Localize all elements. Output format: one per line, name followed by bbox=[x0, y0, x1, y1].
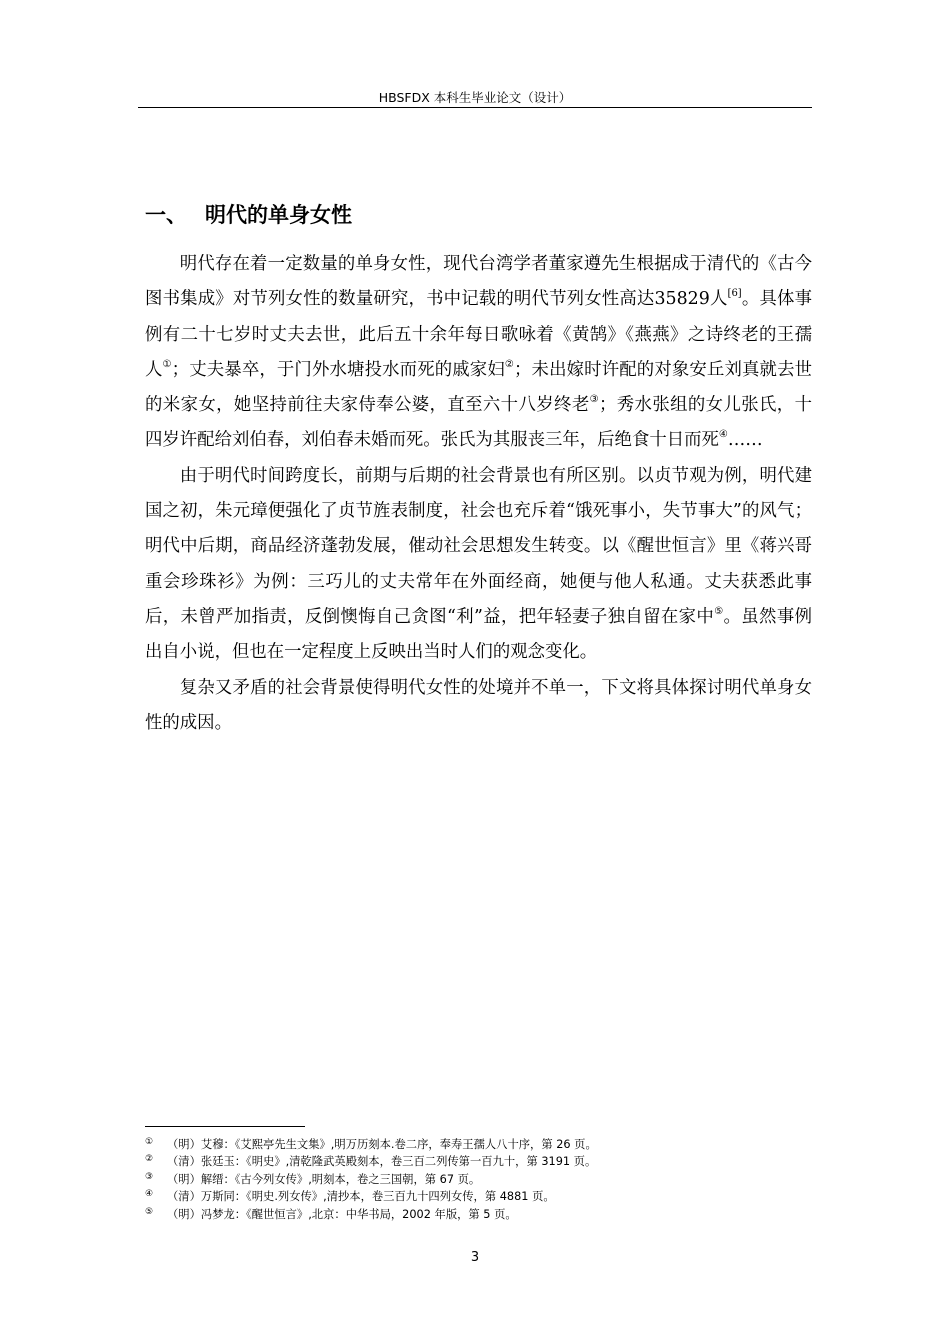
paragraph-text: ；未出嫁时许配的对象安丘刘真就去世的米家女，她坚持前往夫家侍奉公婆，直至六十八岁终老 bbox=[145, 359, 813, 416]
paragraph-text: 。具体事例有二十七岁时丈夫去世，此后五十余年每日歌咏着《黄鹄》《燕燕》之诗终老的王孺人 bbox=[145, 289, 812, 380]
footnote-item bbox=[145, 1188, 812, 1205]
footnote-item bbox=[145, 1153, 812, 1170]
body-text bbox=[145, 247, 812, 741]
paragraph-text: ；丈夫暴卒，于门外水塘投水而死的戚家妇 bbox=[171, 359, 505, 380]
footnote-mark: ④ bbox=[145, 1189, 154, 1200]
footnote-ref: ④ bbox=[718, 429, 728, 441]
footnote-mark: ① bbox=[145, 1137, 154, 1147]
footnotes bbox=[145, 1136, 812, 1223]
footnote-ref: ③ bbox=[589, 394, 599, 406]
footnote-item bbox=[145, 1171, 812, 1188]
footnote-mark: ③ bbox=[145, 1171, 154, 1182]
paragraph-text: 复杂又矛盾的社会背景使得明代女性的处境并不单一，下文将具体探讨明代单身女性的成因。 bbox=[145, 677, 812, 733]
footnote-text: （明）冯梦龙：《醒世恒言》,北京：中华书局，2002 年版，第 5 页。 bbox=[167, 1207, 517, 1221]
footnote-item bbox=[145, 1136, 812, 1153]
paragraph-text: 由于明代时间跨度长，前期与后期的社会背景也有所区别。以贞节观为例，明代建国之初，朱元璋便强化了贞节旌表制度，社会也充斥着“饿死事小，失节事大”的风气；明代中后期，商品经济蓬勃发展，催动社会思想发生转变。以《醒世恒言》里《蒋兴哥重会珍珠衫》为例：三巧儿的丈夫常年在外面经商，她便与他人私通。丈夫获悉此事后，未曾严加指责，反倒懊悔自己贪图“利”益，把年轻妻子独自留在家中 bbox=[145, 465, 812, 627]
footnote-item bbox=[145, 1206, 812, 1223]
footnote-ref: ① bbox=[162, 358, 172, 370]
page-number: 3 bbox=[470, 1250, 480, 1265]
paragraph-text: 。虽然事例出自小说，但也在一定程度上反映出当时人们的观念变化。 bbox=[145, 606, 812, 663]
page-header: HBSFDX 本科生毕业论文（设计） bbox=[378, 90, 572, 105]
paragraph-3 bbox=[145, 671, 812, 742]
footnote-text: （清）万斯同：《明史.列女传》,清抄本，卷三百九十四列女传，第 4881 页。 bbox=[167, 1190, 555, 1204]
section-heading bbox=[145, 197, 805, 233]
header-rule bbox=[138, 107, 812, 108]
section-title: 明代的单身女性 bbox=[205, 203, 352, 227]
citation-ref: [6] bbox=[727, 288, 742, 300]
footnote-mark: ⑤ bbox=[145, 1206, 154, 1217]
section-number: 一、 bbox=[145, 203, 187, 227]
footnote-text: （明）解缙：《古今列女传》,明刻本，卷之三国朝，第 67 页。 bbox=[167, 1172, 481, 1186]
paragraph-text: 明代存在着一定数量的单身女性，现代台湾学者董家遵先生根据成于清代的《古今图书集成》对节列女性的数量研究，书中记载的明代节列女性高达35829人 bbox=[145, 254, 812, 310]
footnote-text: （明）艾穆：《艾熙亭先生文集》,明万历刻本.卷二序，奉寿王孺人八十序，第 26 页。 bbox=[167, 1138, 597, 1151]
footnote-separator bbox=[145, 1126, 305, 1127]
paragraph-2 bbox=[145, 459, 812, 671]
footnote-text: （清）张廷玉：《明史》,清乾隆武英殿刻本，卷三百二列传第一百九十，第 3191 页。 bbox=[167, 1155, 597, 1169]
footnote-mark: ② bbox=[145, 1154, 154, 1165]
footnote-ref: ⑤ bbox=[714, 605, 724, 617]
footnote-ref: ② bbox=[504, 358, 515, 370]
paragraph-1 bbox=[145, 247, 812, 459]
paragraph-text: ；秀水张组的女儿张氏，十四岁许配给刘伯春，刘伯春未婚而死。张氏为其服丧三年，后绝食十日而死 bbox=[145, 395, 812, 451]
paragraph-text: …… bbox=[727, 430, 763, 451]
